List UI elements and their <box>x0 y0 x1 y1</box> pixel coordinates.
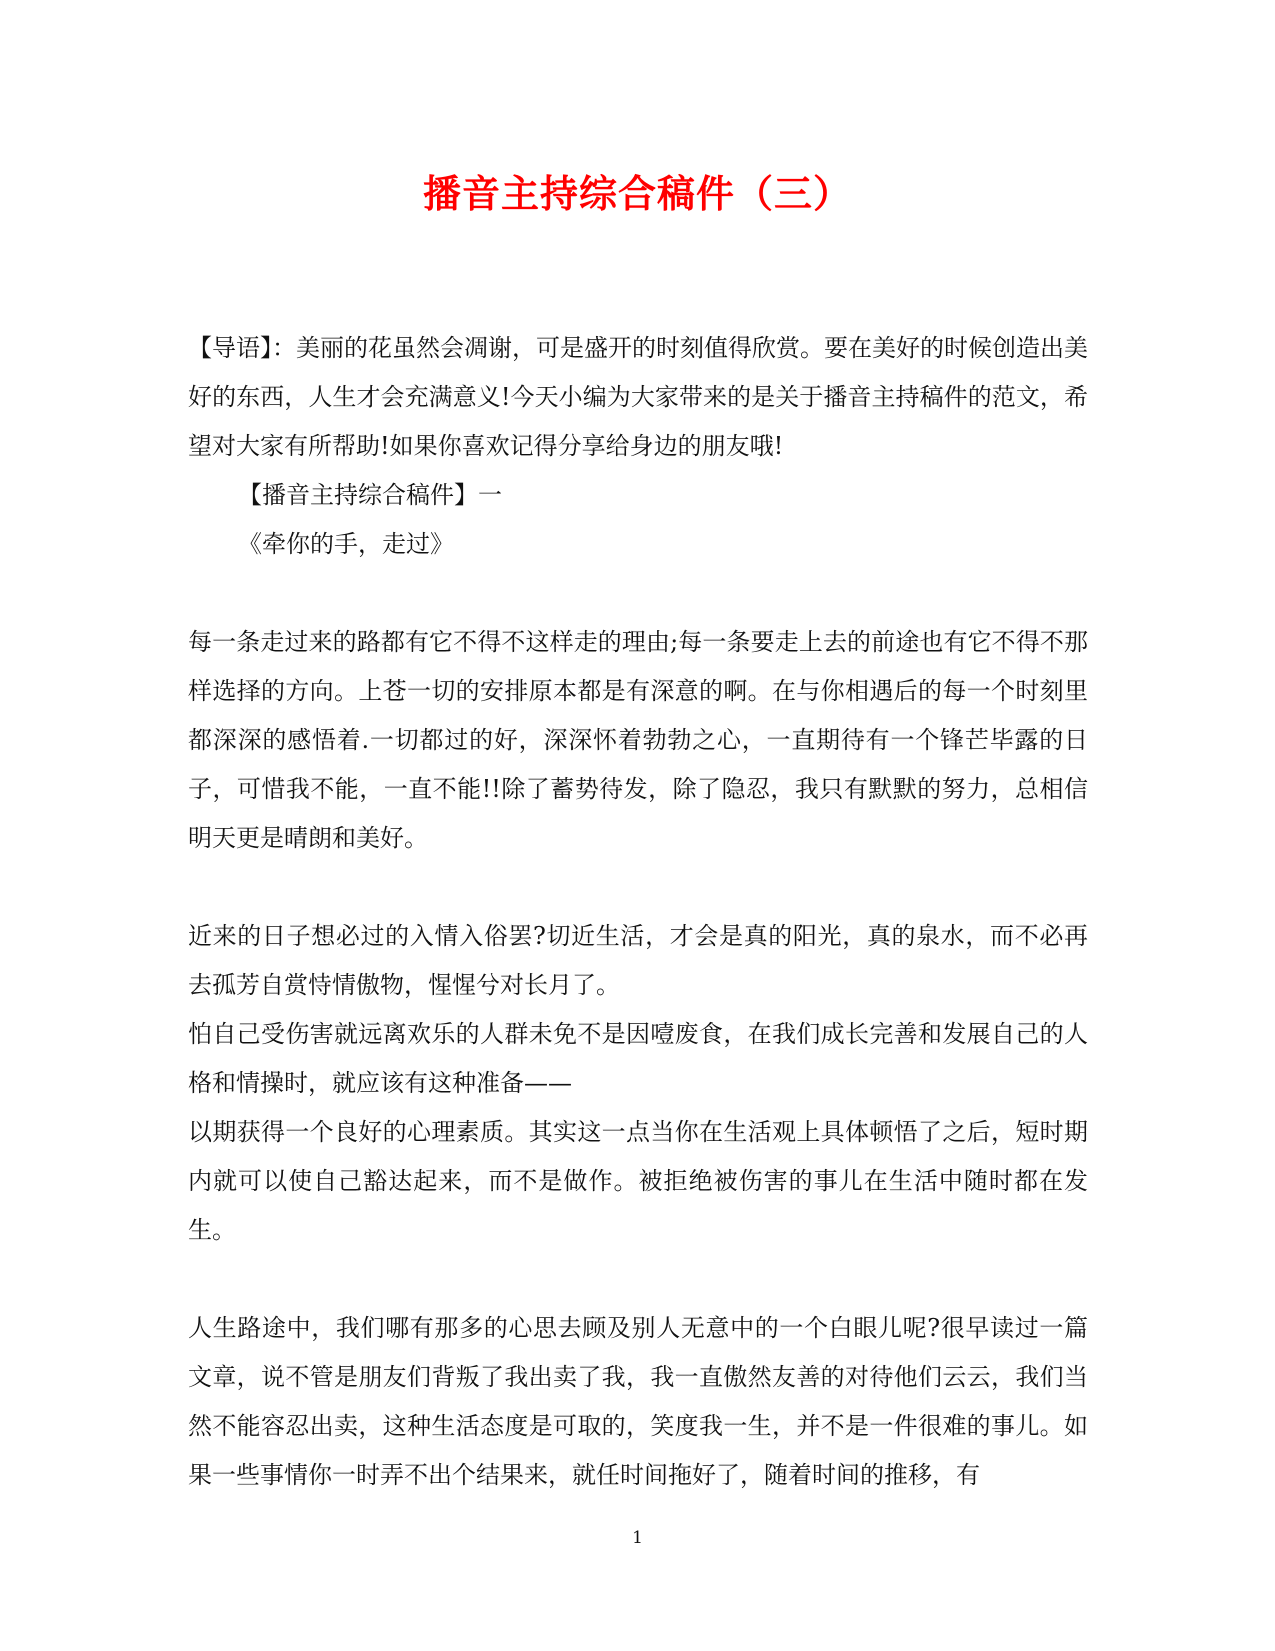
article-title: 《牵你的手，走过》 <box>238 530 454 558</box>
body-paragraph: 以期获得一个良好的心理素质。其实这一点当你在生活观上具体顿悟了之后，短时期内就可以使自己豁达起来，而不是做作。被拒绝被伤害的事儿在生活中随时都在发生。 <box>188 1118 1088 1244</box>
body-paragraph: 怕自己受伤害就远离欢乐的人群未免不是因噎废食，在我们成长完善和发展自己的人格和情操时，就应该有这种准备—— <box>188 1020 1088 1097</box>
body-paragraph: 每一条走过来的路都有它不得不这样走的理由;每一条要走上去的前途也有它不得不那样选择的方向。上苍一切的安排原本都是有深意的啊。在与你相遇后的每一个时刻里都深深的感悟着.一切都过的好，深深怀着勃勃之心，一直期待有一个锋芒毕露的日子，可惜我不能，一直不能!!除了蓄势待发，除了隐忍，我只有默默的努力，总相信明天更是晴朗和美好。 <box>188 628 1088 852</box>
document-body <box>188 324 1088 1500</box>
intro-paragraph: 【导语】：美丽的花虽然会凋谢，可是盛开的时刻值得欣赏。要在美好的时候创造出美好的东西，人生才会充满意义!今天小编为大家带来的是关于播音主持稿件的范文，希望对大家有所帮助!如果你喜欢记得分享给身边的朋友哦! <box>188 334 1088 460</box>
paragraph-spacer <box>188 863 1088 912</box>
document-title: 播音主持综合稿件（三） <box>422 171 852 216</box>
page-number: 1 <box>632 1528 643 1548</box>
section-heading: 【播音主持综合稿件】一 <box>238 481 502 509</box>
paragraph-spacer <box>188 1255 1088 1304</box>
body-paragraph: 人生路途中，我们哪有那多的心思去顾及别人无意中的一个白眼儿呢?很早读过一篇文章，说不管是朋友们背叛了我出卖了我，我一直傲然友善的对待他们云云，我们当然不能容忍出卖，这种生活态度是可取的，笑度我一生，并不是一件很难的事儿。如果一些事情你一时弄不出个结果来，就任时间拖好了，随着时间的推移，有 <box>188 1314 1088 1489</box>
body-paragraph: 近来的日子想必过的入情入俗罢?切近生活，才会是真的阳光，真的泉水，而不必再去孤芳自赏恃情傲物，惺惺兮对长月了。 <box>188 922 1088 999</box>
paragraph-spacer <box>188 569 1088 618</box>
